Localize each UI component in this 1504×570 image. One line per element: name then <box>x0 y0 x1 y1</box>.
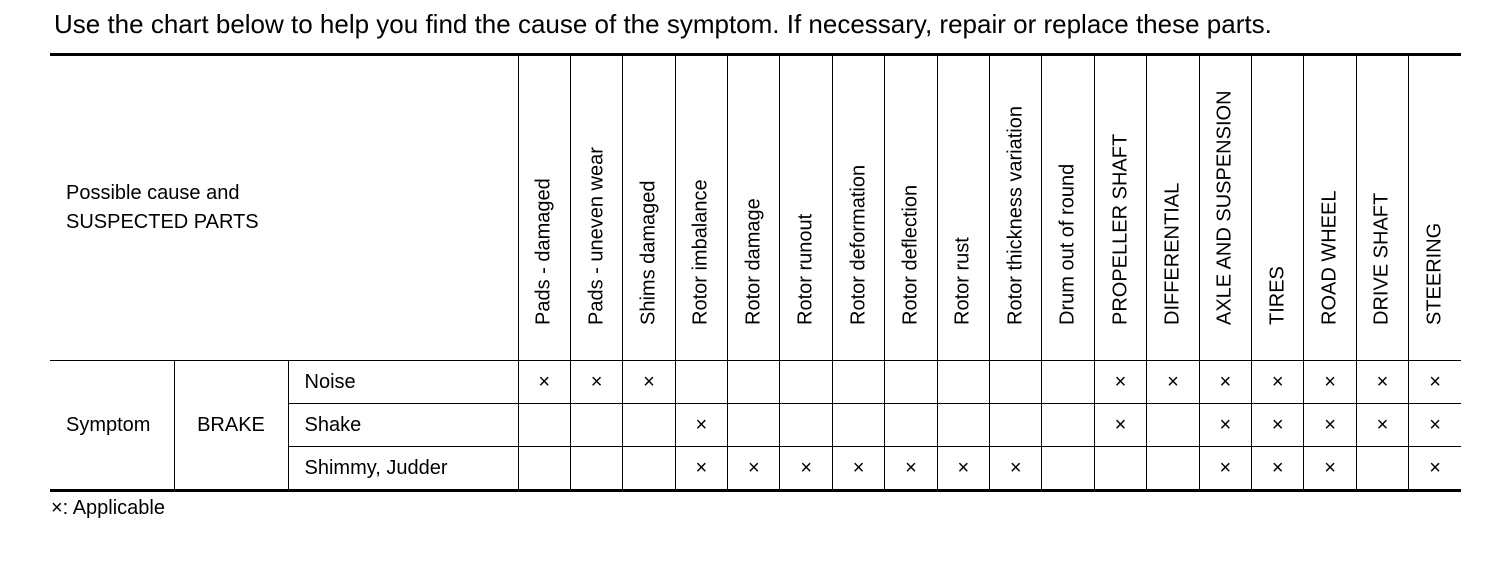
table-row <box>50 361 1461 404</box>
applicable-cell <box>990 361 1042 404</box>
applicable-cell <box>1042 361 1094 404</box>
legend-text: ×: Applicable <box>51 497 165 519</box>
applicable-cell: × <box>623 361 675 404</box>
applicable-cell: × <box>1199 404 1251 447</box>
column-header <box>1042 55 1094 361</box>
column-header <box>885 55 937 361</box>
applicable-cell <box>885 361 937 404</box>
applicable-cell: × <box>937 447 989 491</box>
column-header-label: DIFFERENTIAL <box>1161 182 1184 325</box>
applicable-cell <box>780 404 832 447</box>
row-label: Shake <box>288 404 518 447</box>
column-header <box>1252 55 1304 361</box>
applicable-cell: × <box>1147 361 1199 404</box>
applicable-cell: × <box>832 447 884 491</box>
column-header <box>675 55 727 361</box>
column-header <box>1409 55 1461 361</box>
header-line-1: Possible cause and <box>66 182 240 204</box>
column-header-label: Rotor deflection <box>899 184 922 325</box>
diagnosis-table <box>50 53 1461 492</box>
applicable-cell: × <box>1094 361 1146 404</box>
column-header-label: Drum out of round <box>1056 163 1079 325</box>
column-header-label: PROPELLER SHAFT <box>1109 133 1132 325</box>
column-header <box>1147 55 1199 361</box>
applicable-cell: × <box>885 447 937 491</box>
applicable-cell: × <box>1356 404 1408 447</box>
column-header-label: Pads - damaged <box>532 178 555 325</box>
column-header-label: ROAD WHEEL <box>1318 190 1341 325</box>
applicable-cell: × <box>675 447 727 491</box>
group-label: BRAKE <box>174 361 288 491</box>
applicable-cell: × <box>1199 447 1251 491</box>
row-label: Shimmy, Judder <box>288 447 518 491</box>
applicable-cell: × <box>518 361 570 404</box>
column-header-label: Rotor thickness variation <box>1004 106 1027 325</box>
column-header-label: Rotor imbalance <box>689 179 712 325</box>
row-label: Noise <box>288 361 518 404</box>
applicable-cell: × <box>1409 404 1461 447</box>
applicable-cell: × <box>675 404 727 447</box>
applicable-cell <box>570 447 622 491</box>
column-header <box>937 55 989 361</box>
applicable-cell <box>885 404 937 447</box>
applicable-cell <box>937 404 989 447</box>
column-header <box>728 55 780 361</box>
column-header <box>832 55 884 361</box>
applicable-cell: × <box>1252 404 1304 447</box>
column-header-label: Rotor damage <box>742 198 765 325</box>
applicable-cell <box>728 361 780 404</box>
applicable-cell <box>518 447 570 491</box>
applicable-cell <box>1042 447 1094 491</box>
intro-text: Use the chart below to help you find the cause of the symptom. If necessary, repair or replace these parts. <box>54 9 1272 39</box>
symptom-label: Symptom <box>50 361 174 491</box>
applicable-cell: × <box>1094 404 1146 447</box>
applicable-cell <box>1356 447 1408 491</box>
applicable-cell <box>518 404 570 447</box>
column-header <box>780 55 832 361</box>
applicable-cell: × <box>570 361 622 404</box>
applicable-cell <box>1147 447 1199 491</box>
applicable-cell: × <box>1252 361 1304 404</box>
column-header-label: AXLE AND SUSPENSION <box>1213 90 1236 325</box>
applicable-cell <box>1147 404 1199 447</box>
column-header <box>518 55 570 361</box>
applicable-cell <box>623 404 675 447</box>
column-header <box>1356 55 1408 361</box>
column-header-label: Pads - uneven wear <box>585 147 608 325</box>
column-header-label: Rotor runout <box>794 213 817 325</box>
applicable-cell: × <box>780 447 832 491</box>
header-line-2: SUSPECTED PARTS <box>66 211 259 233</box>
applicable-cell <box>728 404 780 447</box>
column-header-label: Rotor rust <box>951 237 974 325</box>
applicable-cell <box>570 404 622 447</box>
applicable-cell <box>832 361 884 404</box>
header-row <box>50 55 1461 361</box>
applicable-cell: × <box>990 447 1042 491</box>
column-header <box>570 55 622 361</box>
applicable-cell <box>937 361 989 404</box>
applicable-cell: × <box>1252 447 1304 491</box>
applicable-cell: × <box>1304 361 1356 404</box>
applicable-cell <box>990 404 1042 447</box>
applicable-cell <box>832 404 884 447</box>
column-header <box>1094 55 1146 361</box>
applicable-cell <box>675 361 727 404</box>
applicable-cell <box>1042 404 1094 447</box>
applicable-cell: × <box>1199 361 1251 404</box>
column-header-label: TIRES <box>1266 266 1289 325</box>
column-header-label: DRIVE SHAFT <box>1370 192 1393 325</box>
column-header <box>990 55 1042 361</box>
applicable-cell <box>623 447 675 491</box>
applicable-cell <box>1094 447 1146 491</box>
applicable-cell: × <box>728 447 780 491</box>
applicable-cell <box>780 361 832 404</box>
applicable-cell: × <box>1304 447 1356 491</box>
column-header-label: STEERING <box>1423 222 1446 325</box>
column-header <box>1304 55 1356 361</box>
column-header-label: Shims damaged <box>637 180 660 325</box>
applicable-cell: × <box>1356 361 1408 404</box>
column-header-label: Rotor deformation <box>847 164 870 325</box>
suspected-parts-header <box>50 55 518 361</box>
applicable-cell: × <box>1304 404 1356 447</box>
column-header <box>623 55 675 361</box>
applicable-cell: × <box>1409 361 1461 404</box>
applicable-cell: × <box>1409 447 1461 491</box>
column-header <box>1199 55 1251 361</box>
